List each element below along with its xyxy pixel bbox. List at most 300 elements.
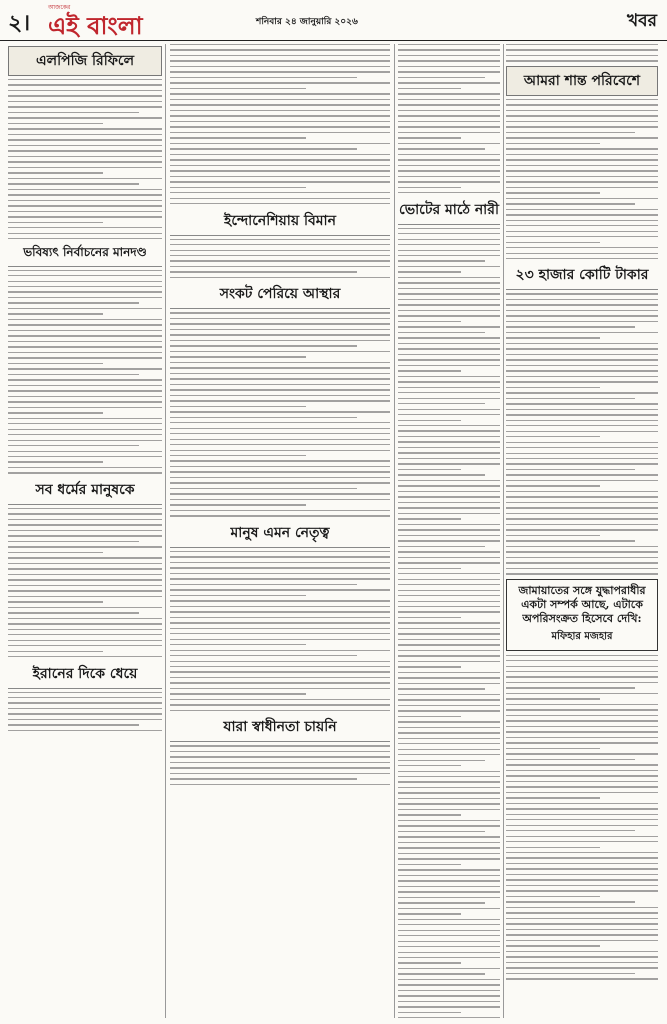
text-line [8,451,162,452]
text-line [506,110,658,111]
text-line [398,551,500,552]
text-line [8,730,162,731]
text-line [170,471,390,472]
text-line [398,304,500,305]
text-line [398,650,500,651]
text-line [170,362,390,363]
text-line [170,567,390,568]
text-line [8,607,162,608]
text-line [506,453,658,454]
text-line [398,99,500,100]
text-line [398,606,500,607]
text-line [398,798,500,799]
text-line [506,447,658,448]
text-line [398,705,500,706]
text-line [8,579,162,580]
text-line [506,666,658,667]
text-line [506,242,600,243]
text-line [398,891,500,892]
text-line [8,238,162,239]
text-line [506,742,658,743]
text-line [398,765,461,766]
text-line [506,720,658,721]
text-line [170,334,390,335]
text-line [398,595,500,596]
text-line [398,326,500,327]
text-line [8,275,162,276]
text-line [8,205,162,206]
text-line [506,436,600,437]
text-line [170,384,390,385]
text-line [398,266,500,267]
text-line [398,573,500,574]
text-line [170,493,390,494]
text-line [506,551,658,552]
text-line [398,66,500,67]
text-line [8,194,162,195]
text-line [398,930,500,931]
text-line [398,781,500,782]
text-line [170,356,306,357]
text-line [170,82,390,83]
text-line [170,622,390,623]
text-line [398,170,500,171]
text-line [506,463,658,464]
column-divider [503,44,504,1018]
text-line [398,831,485,832]
text-line [170,611,390,612]
article-headline: যারা স্বাধীনতা চায়নি [170,715,390,742]
text-line [398,365,500,366]
column-divider [165,44,166,1018]
text-line [170,488,357,489]
text-line [506,502,658,503]
text-line [170,250,390,251]
text-line [506,698,600,699]
text-line [506,540,635,541]
article-body [398,228,500,1018]
text-line [170,578,390,579]
text-line [8,335,162,336]
text-line [398,814,461,815]
text-line [506,836,658,837]
text-line [398,590,500,591]
text-line [506,392,658,393]
text-line [398,403,485,404]
text-line [170,510,390,511]
text-line [8,401,162,402]
text-line [398,803,500,804]
text-line [398,633,500,634]
text-line [506,573,658,574]
text-line [506,879,658,880]
text-line [506,326,635,327]
text-line [8,552,103,553]
text-line [8,200,162,201]
text-line [170,400,390,401]
text-line [398,546,485,547]
text-line [398,732,500,733]
text-line [506,819,658,820]
text-line [398,436,500,437]
text-line [8,291,162,292]
text-line [506,655,658,656]
text-line [506,682,658,683]
text-line [8,407,162,408]
text-line [398,159,500,160]
text-line [398,825,500,826]
text-line [170,192,390,193]
text-line [398,299,500,300]
text-line [506,154,658,155]
text-line [8,412,103,413]
text-line [8,612,139,613]
text-line [506,115,658,116]
text-line [8,651,103,652]
text-line [398,913,461,914]
text-line [506,458,658,459]
text-line [170,756,390,757]
text-line [398,233,500,234]
text-line [506,343,658,344]
logo-tagline: আজকের [48,4,71,11]
text-line [8,601,103,602]
text-line [170,99,390,100]
text-line [398,430,500,431]
text-line [8,216,162,217]
section-label: খবর [627,11,657,31]
text-line [398,425,500,426]
text-line [170,60,390,61]
text-line [170,277,390,278]
text-line [398,137,461,138]
text-line [398,677,500,678]
text-line [398,1012,461,1013]
text-line [506,137,658,138]
text-line [170,239,390,240]
text-line [8,134,162,135]
text-line [398,513,500,514]
text-line [8,189,162,190]
text-line [506,885,658,886]
text-line [8,418,162,419]
text-line [398,282,500,283]
text-line [398,441,500,442]
text-line [170,682,390,683]
text-line [506,770,658,771]
text-line [398,343,500,344]
text-line [8,467,162,468]
text-line [398,853,500,854]
text-line [506,562,658,563]
text-line [170,329,390,330]
text-line [170,767,390,768]
text-line [506,568,658,569]
text-line [398,110,500,111]
text-line [506,126,658,127]
text-line [398,990,500,991]
text-line [8,692,162,693]
text-line [8,302,139,303]
text-line [398,93,500,94]
text-line [506,546,658,547]
text-line [398,71,500,72]
text-line [398,962,461,963]
text-line [398,176,500,177]
text-line [170,661,390,662]
pull-quote [506,579,658,651]
text-line [170,66,390,67]
text-line [8,702,162,703]
text-line [506,469,635,470]
text-line [506,253,658,254]
text-line [506,409,658,410]
text-line [506,474,658,475]
text-line [398,507,500,508]
text-line [398,321,461,322]
text-line [170,551,390,552]
text-line [506,715,658,716]
text-line [398,260,485,261]
text-line [8,84,162,85]
text-line [398,688,485,689]
article-headline: আমরা শান্ত পরিবেশে [506,66,658,96]
text-line [8,281,162,282]
text-line [170,699,390,700]
text-line [8,128,162,129]
text-line [398,776,500,777]
article-headline: এলপিজি রিফিলে [8,46,162,76]
article-body [506,99,658,259]
text-line [8,640,162,641]
text-line [398,414,500,415]
text-line [506,907,658,908]
text-line [170,49,390,50]
text-line [170,666,390,667]
text-line [506,513,658,514]
text-line [8,568,162,569]
text-line [506,792,658,793]
text-line [170,406,306,407]
text-line [170,639,390,640]
text-line [398,952,500,953]
text-line [170,389,390,390]
text-line [8,324,162,325]
text-line [506,387,600,388]
text-line [398,836,500,837]
text-line [398,474,485,475]
text-line [8,434,162,435]
text-line [170,704,390,705]
text-line [506,874,658,875]
text-line [506,524,658,525]
text-line [8,313,103,314]
text-line [8,270,162,271]
text-line [398,458,500,459]
text-line [398,496,500,497]
text-line [506,170,658,171]
text-line [398,44,500,45]
text-line [8,524,162,525]
text-line [8,117,162,118]
pull-quote-attribution: মফিহার মজহার [551,630,613,642]
text-line [8,719,162,720]
text-line [398,288,500,289]
text-line [398,902,485,903]
text-line [506,786,658,787]
text-line [8,357,162,358]
text-line [170,137,306,138]
text-line [398,192,500,193]
text-line [506,247,658,248]
text-line [8,106,162,107]
text-line [398,452,500,453]
text-line [398,579,500,580]
text-line [398,957,500,958]
text-line [398,946,500,947]
text-line [398,628,500,629]
text-line [398,337,500,338]
text-line [170,132,390,133]
text-line [398,1017,500,1018]
text-line [506,918,658,919]
text-line [8,112,139,113]
text-line [8,90,162,91]
text-line [506,203,635,204]
text-line [170,600,390,601]
text-line [398,332,485,333]
text-line [398,518,461,519]
text-line [506,841,658,842]
text-line [170,650,390,651]
text-line [398,502,500,503]
column-divider [394,44,395,1018]
text-line [8,385,162,386]
text-line [506,332,658,333]
text-line [8,233,162,234]
text-line [398,1006,500,1007]
text-line [170,110,390,111]
text-line [506,748,600,749]
text-line [506,381,658,382]
text-line [170,121,390,122]
pull-quote-text: জামায়াতের সঙ্গে যুদ্ধাপরাধীর একটা সম্পর্ক আছে, এটাকে অপরিসংক্রত হিসেবে দেখি: [518,583,646,626]
text-line [170,589,390,590]
text-line [398,447,500,448]
article-headline: ২৩ হাজার কোটি টাকার [506,263,658,290]
column-1 [8,44,162,1018]
text-line [398,370,461,371]
article-body [506,293,658,574]
text-line [8,390,162,391]
text-line [170,71,390,72]
text-line [170,617,390,618]
text-line [506,55,658,56]
text-line [506,420,658,421]
text-line [8,557,162,558]
text-line [170,784,390,785]
text-line [170,367,390,368]
article-headline: ইরানের দিকে ধেয়ে [8,662,162,689]
text-line [170,745,390,746]
text-line [8,724,139,725]
article-body [398,44,500,193]
text-line [398,935,500,936]
text-line [170,644,306,645]
text-line [506,425,658,426]
text-line [8,297,162,298]
text-line [506,299,658,300]
text-line [398,463,500,464]
text-line [398,858,500,859]
text-line [398,228,500,229]
text-line [506,956,658,957]
text-line [506,209,658,210]
text-line [506,159,658,160]
text-line [398,601,500,602]
text-line [506,890,658,891]
text-line [506,310,658,311]
article-body [506,655,658,980]
article-headline: সব ধর্মের মানুষকে [8,478,162,505]
article-body [8,692,162,732]
text-line [170,633,390,634]
text-line [398,293,500,294]
text-line [398,315,500,316]
text-line [506,359,658,360]
text-line [506,214,658,215]
text-line [8,101,162,102]
text-line [8,352,162,353]
text-line [8,95,162,96]
text-line [506,403,658,404]
text-line [398,348,500,349]
text-line [398,480,500,481]
text-line [398,469,461,470]
text-line [398,908,500,909]
text-line [398,77,485,78]
text-line [398,310,500,311]
text-line [8,396,162,397]
text-line [398,584,500,585]
text-line [8,330,162,331]
article-headline: মানুষ এমন নেতৃত্ব [170,521,390,548]
text-line [398,255,500,256]
text-line [506,857,658,858]
text-line [8,308,162,309]
text-line [398,540,500,541]
text-line [398,354,500,355]
text-line [506,304,658,305]
text-line [8,429,162,430]
article-body [8,508,162,657]
text-line [8,618,162,619]
text-line [8,456,162,457]
text-line [506,775,658,776]
article-body [170,239,390,279]
text-line [506,414,658,415]
text-line [506,923,658,924]
text-line [398,611,500,612]
text-line [8,167,162,168]
text-line [506,687,635,688]
text-line [8,656,162,657]
text-line [506,181,658,182]
text-line [506,44,658,45]
text-line [398,82,500,83]
text-line [506,198,658,199]
text-line [506,348,658,349]
